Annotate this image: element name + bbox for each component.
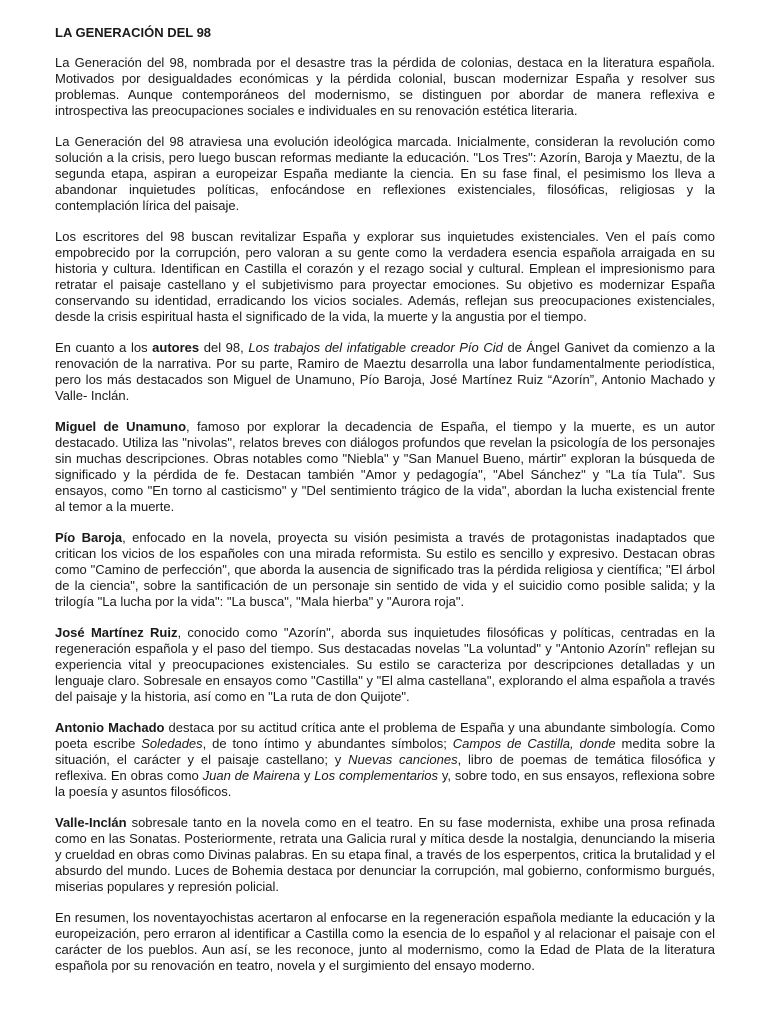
paragraph-text: y <box>299 768 315 784</box>
work-title: Juan de Mairena <box>202 768 300 784</box>
paragraph-text: y, sobre todo, en sus ensayos, reflexiona sobre la poesía y asuntos filosóficos. <box>55 768 716 800</box>
paragraph-3 <box>55 229 715 326</box>
document-body <box>55 55 715 974</box>
author-name: Miguel de Unamuno <box>55 418 187 434</box>
document-title: LA GENERACIÓN DEL 98 <box>55 25 212 40</box>
paragraph-text: del 98, <box>199 339 249 355</box>
paragraph-text: , famoso por explorar la decadencia de España, el tiempo y la muerte, es un autor destacado. Utiliza las "nivolas", relatos breves con diálogos profundos que revelan la psicología de los personajes sin muchas descripciones. Obras notables como "Niebla" y "San Manuel Bueno, mártir" exploran la búsqueda de significado y la pérdida de fe. Destacan también "Amor y pedagogía", "Abel Sánchez" y "La tía Tula". Sus ensayos, como "En torno al casticismo" y "Del sentimiento trágico de la vida", abordan la lucha existencial frente al temor a la muerte. <box>55 418 716 515</box>
paragraph-text: Los escritores del 98 buscan revitalizar España y explorar sus inquietudes existenciales. Ven el país como empobrecido por la corrupción, pero valoran a su gente como la verdadera esencia española arraigada en su historia y cultura. Identifican en Castilla el corazón y el rezago social y cultural. Emplean el impresionismo para retratar el paisaje castellano y el subjetivismo para proyectar emociones. Su objetivo es modernizar España conservando su identidad, erradicando los vicios sociales. Además, reflejan sus preocupaciones existenciales, desde la crisis espiritual hasta el significado de la vida, la muerte y la angustia por el tiempo. <box>55 228 715 325</box>
paragraph-text: En resumen, los noventayochistas acertaron al enfocarse en la regeneración española mediante la educación y la europeización, pero erraron al identificar a Castilla como la esencia de lo español y al relacionar el paisaje con el carácter de los pueblos. Aun así, se les reconoce, junto al modernismo, como la Edad de Plata de la literatura española por su renovación en teatro, novela y el surgimiento del ensayo moderno. <box>55 909 715 973</box>
paragraph-text: , de tono íntimo y abundantes símbolos; <box>202 735 453 751</box>
paragraph-text: , enfocado en la novela, proyecta su visión pesimista a través de protagonistas inadaptados que critican los vicios de los españoles con una mirada reformista. Su estilo es sencillo y expresivo. Destacan obras como "Camino de perfección", que aborda la ausencia de significado tras la pérdida religiosa y científica; "El árbol de la ciencia", sobre la santificación de un personaje sin sentido de vida y el suicidio como posible salida; y la trilogía "La lucha por la vida": "La busca", "Mala hierba" y "Aurora roja". <box>55 529 715 610</box>
paragraph-text: La Generación del 98 atraviesa una evolución ideológica marcada. Inicialmente, consideran la revolución como solución a la crisis, pero luego buscan reformas mediante la educación. "Los Tres": Azorín, Baroja y Maeztu, de la segunda etapa, aspiran a europeizar España mediante la ciencia. En su fase final, el pesimismo los lleva a abandonar inquietudes políticas, enfocándose en reflexiones existenciales, filosóficas, religiosas y la contemplación lírica del paisaje. <box>55 133 715 214</box>
paragraph-1 <box>55 55 715 119</box>
paragraph-text: , libro de poemas de temática filosófica y reflexiva. En obras como <box>55 751 715 784</box>
author-name: José Martínez Ruiz <box>55 624 178 640</box>
work-title: Los trabajos del infatigable creador Pío Cid <box>248 339 503 355</box>
paragraph-text: destaca por su actitud crítica ante el problema de España y una abundante simbología. Como poeta escribe <box>55 719 716 751</box>
paragraph-2 <box>55 134 715 214</box>
author-name: Valle-Inclán <box>55 814 127 830</box>
paragraph-text: medita sobre la situación, el carácter y el paisaje castellano; y <box>55 735 715 767</box>
paragraph-5 <box>55 419 715 516</box>
paragraph-9 <box>55 815 715 895</box>
paragraph-text: , conocido como "Azorín", aborda sus inquietudes filosóficas y políticas, centradas en la regeneración española y el paso del tiempo. Sus destacadas novelas "La voluntad" y "Antonio Azorín" reflejan su experiencia vital y preocupaciones existenciales. Su estilo se caracteriza por descripciones detalladas y un lenguaje claro. Sobresale en ensayos como "Castilla" y "El alma castellana", explorando el alma española a través del paisaje y la historia, así como en "La ruta de don Quijote". <box>55 624 716 705</box>
work-title: Los complementarios <box>314 768 438 784</box>
paragraph-text: En cuanto a los <box>55 339 153 355</box>
paragraph-7 <box>55 625 715 705</box>
paragraph-4 <box>55 340 715 404</box>
paragraph-text: sobresale tanto en la novela como en el teatro. En su fase modernista, exhibe una prosa refinada como en las Sonatas. Posteriormente, retrata una Galicia rural y mítica desde la nostalgia, denunciando la miseria y crueldad en obras como Divinas palabras. En su etapa final, a través de los esperpentos, critica la brutalidad y el absurdo del mundo. Luces de Bohemia destaca por denunciar la corrupción, mal gobierno, conformismo burgués, miserias populares y represión policial. <box>55 814 715 895</box>
work-title: Campos de Castilla, donde <box>452 735 616 751</box>
paragraph-8 <box>55 720 715 800</box>
paragraph-text: La Generación del 98, nombrada por el desastre tras la pérdida de colonias, destaca en la literatura española. Motivados por desigualdades económicas y la pérdida colonial, buscan modernizar España y resolver sus problemas. Aunque contemporáneos del modernismo, se distinguen por abordar de manera reflexiva e introspectiva las preocupaciones sociales e individuales en su renovación estética literaria. <box>55 55 715 119</box>
author-name: Pío Baroja <box>55 529 123 545</box>
work-title: Soledades <box>141 735 203 751</box>
paragraph-10 <box>55 910 715 974</box>
author-name: Antonio Machado <box>55 719 165 735</box>
work-title: Nuevas canciones <box>348 751 458 767</box>
paragraph-6 <box>55 530 715 610</box>
paragraph-text: de Ángel Ganivet da comienzo a la renovación de la narrativa. Por su parte, Ramiro de Maeztu desarrolla una labor fundamentalmente periodística, pero los más destacados son Miguel de Unamuno, Pío Baroja, José Martínez Ruiz “Azorín”, Antonio Machado y Valle- Inclán. <box>55 339 715 404</box>
author-name: autores <box>152 339 200 355</box>
